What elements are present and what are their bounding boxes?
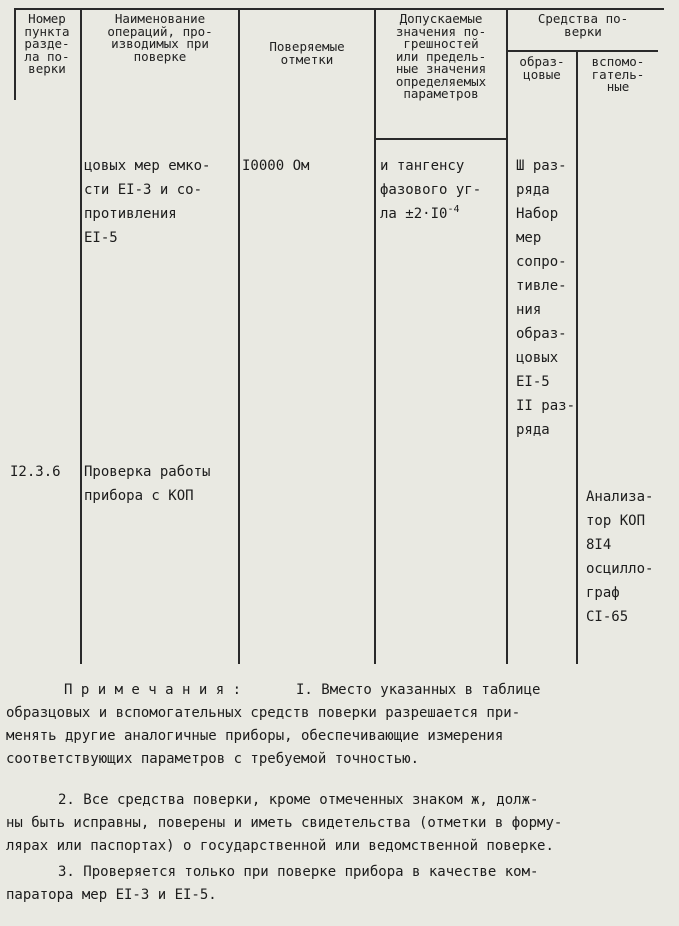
row2-section-number: I2.3.6 (10, 464, 61, 480)
notes-heading: П р и м е ч а н и я : (64, 682, 242, 698)
header-section-number: Номер пункта разде- ла по- верки (24, 11, 70, 76)
header-checked-marks: Поверяемые отметки (269, 39, 345, 67)
row2-auxiliary-means: Анализа- тор КОП 8I4 осцилло- граф СI-65 (586, 489, 654, 625)
row1-reference-means: Ш раз- ряда Набор мер сопро- тивле- ния образ- цовых ЕI-5 II раз- ряда (516, 158, 576, 438)
row2-operation: Проверка работы прибора с КОП (84, 464, 211, 504)
header-auxiliary-means: вспомо- гатель- ные (591, 54, 645, 94)
note1-first-line: I. Вместо указанных в таблице (296, 682, 541, 698)
subheader-line (506, 50, 658, 52)
note2-line2: ны быть исправны, поверены и иметь свидетельства (отметки в форму- (6, 815, 563, 831)
row1-tolerance-main: и тангенсу фазового уг- ла ±2·I0 (380, 158, 482, 222)
header-operation-name: Наименование операций, про- изводимых при поверке (107, 11, 213, 64)
note1-line4: соответствующих параметров с требуемой точностью. (6, 751, 420, 767)
col-divider-1 (80, 8, 82, 664)
note3-line2: паратора мер ЕI-3 и ЕI-5. (6, 887, 217, 903)
note2-line3: лярах или паспортах) о государственной или ведомственной поверке. (6, 838, 554, 854)
table-top-border (14, 8, 664, 10)
note2-line1: 2. Все средства поверки, кроме отмеченных знаком ж, долж- (58, 792, 539, 808)
col-divider-2 (238, 8, 240, 664)
note3-line1: 3. Проверяется только при поверке прибора в качестве ком- (58, 864, 539, 880)
row1-tolerance-exponent: -4 (447, 204, 460, 215)
row1-operation: цовых мер емко- сти ЕI-3 и со- противления ЕI-5 (84, 158, 211, 246)
header-tolerances: Допускаемые значения по- грешностей или предель- ные значения определяемых параметров (395, 11, 487, 101)
note1-line3: менять другие аналогичные приборы, обеспечивающие измерения (6, 728, 504, 744)
col-divider-5 (576, 50, 578, 664)
header-reference-means: образ- цовые (519, 54, 565, 82)
note1-line2: образцовых и вспомогательных средств поверки разрешается при- (6, 705, 521, 721)
row1-marks: I0000 Ом (242, 158, 310, 174)
header-bottom-line (374, 138, 506, 140)
col-divider-3 (374, 8, 376, 664)
header-verification-means: Средства по- верки (537, 11, 629, 39)
row1-tolerance (380, 154, 481, 226)
col-divider-4 (506, 8, 508, 664)
